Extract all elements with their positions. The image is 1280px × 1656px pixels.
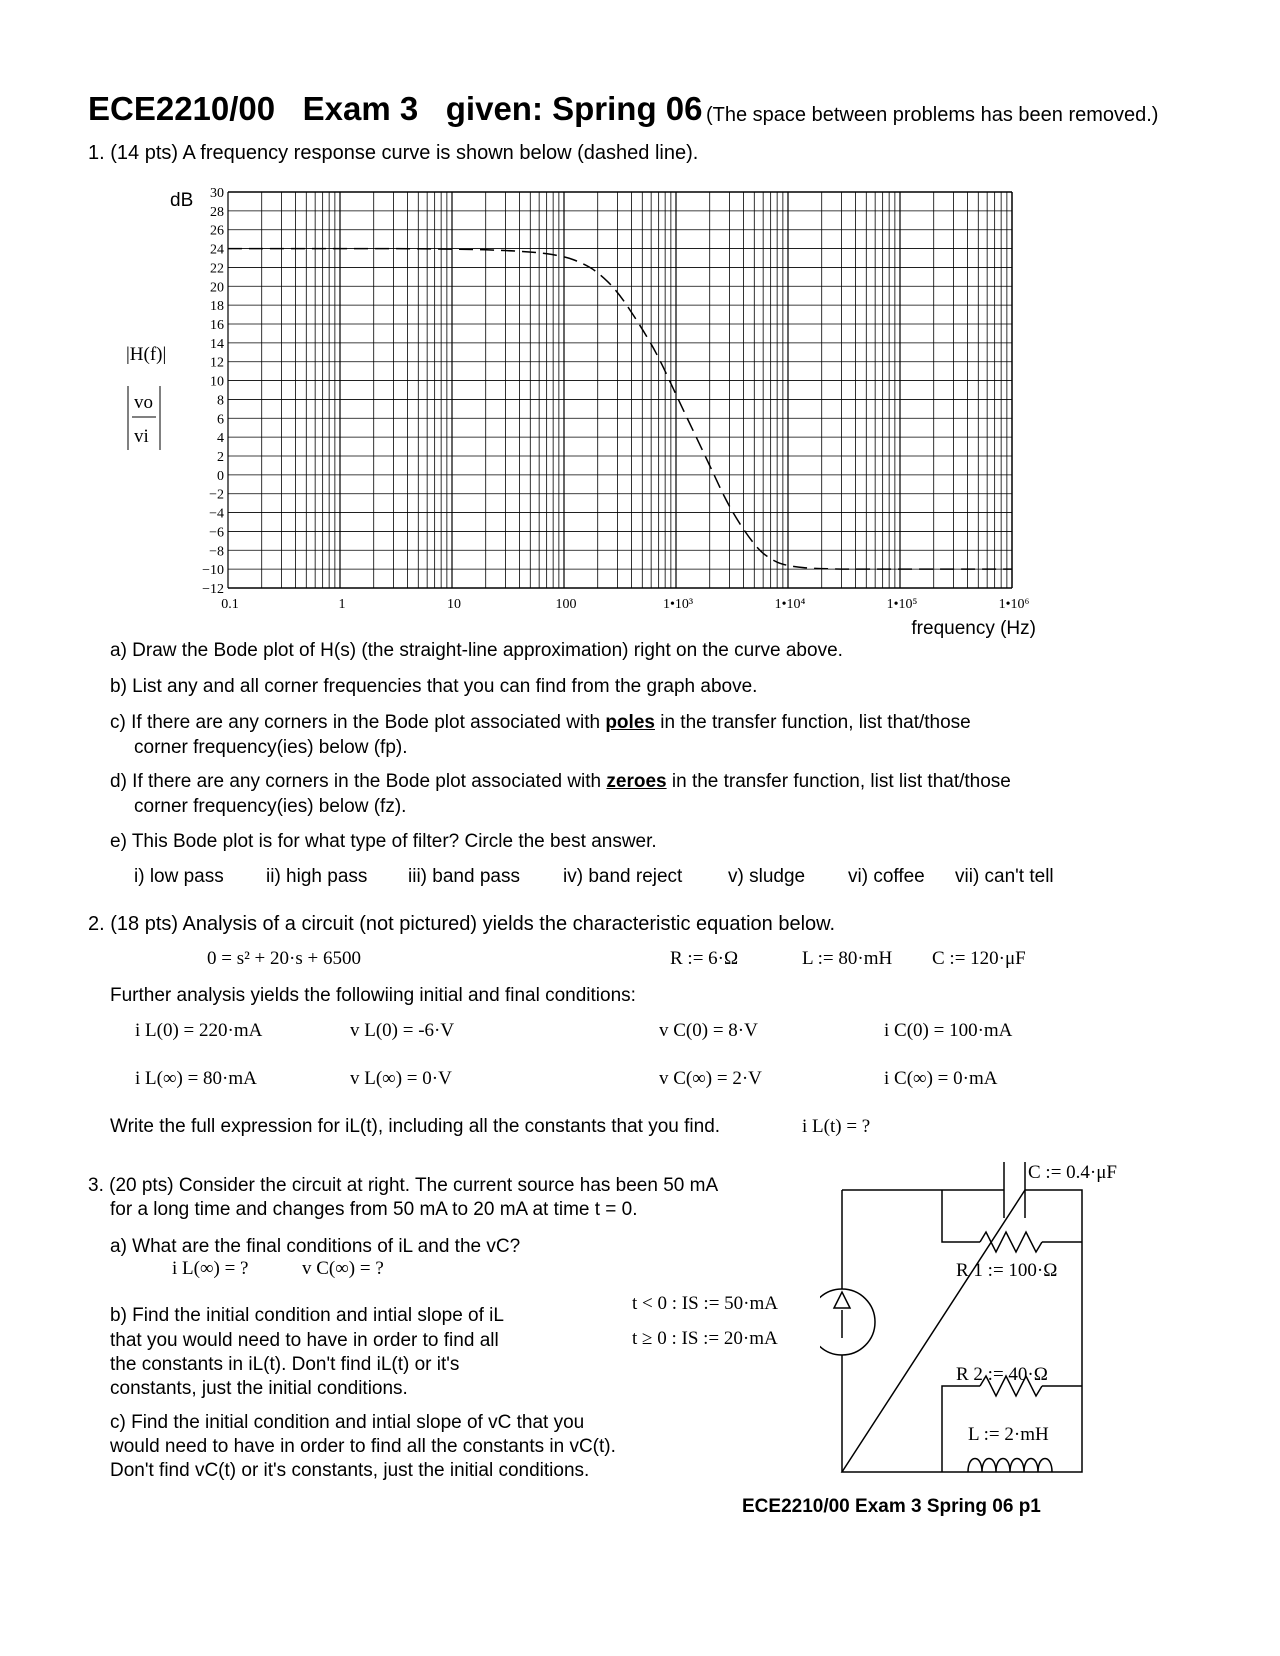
- resistor-r1: [980, 1232, 1042, 1252]
- p1-intro: 1. (14 pts) A frequency response curve is shown below (dashed line).: [88, 142, 699, 164]
- y-tick-label: 28: [210, 204, 224, 220]
- x-tick-label: 1•10³: [662, 597, 694, 612]
- zeroes-keyword: zeroes: [606, 771, 667, 792]
- circuit-diagram: [820, 1150, 1140, 1490]
- page-title: [88, 90, 702, 128]
- choice-coffee[interactable]: vi) coffee: [848, 866, 925, 887]
- p2-vC0: v C(0) = 8·V: [659, 1020, 758, 1041]
- title-exam: Exam 3: [302, 90, 419, 127]
- p3-part-b-2: that you would need to have in order to find all: [110, 1330, 499, 1351]
- p2-characteristic-equation: 0 = s² + 20·s + 6500: [207, 948, 361, 969]
- p2-l-value: L := 80·mH: [802, 948, 893, 969]
- label-r1: R 1 := 100·Ω: [956, 1260, 1058, 1281]
- wire-r1-left: [942, 1190, 980, 1242]
- p2-r-value: R := 6·Ω: [670, 948, 739, 969]
- p1-part-e: e) This Bode plot is for what type of filter? Circle the best answer.: [110, 831, 657, 852]
- y-tick-label: 30: [210, 186, 224, 201]
- y-tick-label: 22: [210, 261, 224, 277]
- y-tick-label: 26: [210, 223, 224, 239]
- p3-a-vC-inf: v C(∞) = ?: [302, 1258, 384, 1279]
- p3-part-b-3: the constants in iL(t). Don't find iL(t) or it's: [110, 1354, 460, 1375]
- y-tick-label: 24: [210, 242, 224, 258]
- x-tick-label: 1•10⁶: [998, 597, 1030, 612]
- choice-low-pass[interactable]: i) low pass: [134, 866, 224, 887]
- label-inductor: L := 2·mH: [968, 1424, 1049, 1445]
- y-tick-label: 12: [210, 355, 224, 371]
- y-tick-label: 2: [217, 450, 224, 465]
- y-tick-label: 8: [217, 393, 224, 409]
- y-tick-label: −4: [209, 506, 224, 522]
- chart-ylabel-h: |H(f)|: [126, 344, 167, 365]
- chart-y-ticks: [202, 186, 224, 597]
- choice-sludge[interactable]: v) sludge: [728, 866, 806, 887]
- chart-ylabel-ratio-den: vi: [134, 426, 149, 447]
- label-capacitor: C := 0.4·μF: [1028, 1162, 1117, 1183]
- p3-part-a: a) What are the final conditions of iL and the vC?: [110, 1236, 521, 1257]
- p2-vLinf: v L(∞) = 0·V: [350, 1068, 452, 1089]
- y-tick-label: −2: [209, 487, 224, 503]
- p3-part-b-4: constants, just the initial conditions.: [110, 1378, 408, 1399]
- p3-intro-1: 3. (20 pts) Consider the circuit at right. The current source has been 50 mA: [88, 1175, 719, 1196]
- chart-grid: [228, 192, 1012, 588]
- p3-intro-2: for a long time and changes from 50 mA to 20 mA at time t = 0.: [110, 1199, 638, 1220]
- inductor-coil: [968, 1459, 1052, 1473]
- p2-vCinf: v C(∞) = 2·V: [659, 1068, 762, 1089]
- p1-part-c-line2: corner frequency(ies) below (fp).: [134, 737, 408, 758]
- current-source: [820, 1289, 875, 1355]
- frequency-response-chart: [0, 170, 1280, 660]
- p3-source-before: t < 0 : IS := 50·mA: [632, 1293, 778, 1314]
- y-tick-label: 18: [210, 299, 224, 315]
- p2-iL0: i L(0) = 220·mA: [135, 1020, 263, 1041]
- p1-part-d: d) If there are any corners in the Bode plot associated with zeroes in the transfer function, list list that/those: [110, 771, 1011, 792]
- p3-part-c-1: c) Find the initial condition and intial slope of vC that you: [110, 1412, 585, 1433]
- y-tick-label: 16: [210, 318, 224, 333]
- label-r2: R 2 := 40·Ω: [956, 1364, 1048, 1385]
- x-tick-label: 0.1: [221, 597, 239, 612]
- y-tick-label: 14: [210, 336, 224, 352]
- chart-xlabel: frequency (Hz): [911, 618, 1036, 639]
- p2-iCinf: i C(∞) = 0·mA: [884, 1068, 998, 1089]
- p2-iLt: i L(t) = ?: [802, 1116, 871, 1137]
- y-tick-label: 10: [210, 374, 224, 390]
- poles-keyword: poles: [605, 712, 655, 733]
- choice-cant-tell[interactable]: vii) can't tell: [955, 866, 1054, 887]
- choice-band-pass[interactable]: iii) band pass: [408, 866, 520, 887]
- p2-iLinf: i L(∞) = 80·mA: [135, 1068, 257, 1089]
- y-tick-label: 4: [217, 431, 224, 447]
- choice-band-reject[interactable]: iv) band reject: [563, 866, 683, 887]
- choice-high-pass[interactable]: ii) high pass: [266, 866, 368, 887]
- chart-series-dashed-line: [228, 249, 1012, 570]
- p1-part-d-line2: corner frequency(ies) below (fz).: [134, 796, 407, 817]
- x-tick-label: 100: [555, 597, 577, 612]
- p2-intro: 2. (18 pts) Analysis of a circuit (not pictured) yields the characteristic equation below.: [88, 913, 836, 935]
- y-tick-label: −8: [209, 544, 224, 560]
- chart-x-ticks: [221, 597, 1029, 612]
- p2-c-value: C := 120·μF: [932, 948, 1026, 969]
- page-footer: ECE2210/00 Exam 3 Spring 06 p1: [742, 1496, 1041, 1517]
- x-tick-label: 10: [447, 597, 461, 612]
- p2-vL0: v L(0) = -6·V: [350, 1020, 455, 1041]
- p1-part-a: a) Draw the Bode plot of H(s) (the straight-line approximation) right on the curve above.: [110, 640, 843, 661]
- x-tick-label: 1•10⁴: [774, 597, 806, 612]
- y-tick-label: −6: [209, 525, 224, 541]
- p3-source-after: t ≥ 0 : IS := 20·mA: [632, 1328, 778, 1349]
- p2-further: Further analysis yields the followiing initial and final conditions:: [110, 985, 636, 1006]
- y-tick-label: −12: [202, 582, 224, 597]
- p1-part-b: b) List any and all corner frequencies that you can find from the graph above.: [110, 676, 758, 697]
- y-tick-label: 20: [210, 280, 224, 296]
- y-tick-label: 0: [217, 468, 224, 484]
- header-note: (The space between problems has been removed.): [706, 104, 1159, 126]
- p3-part-b-1: b) Find the initial condition and intial slope of iL: [110, 1305, 504, 1326]
- x-tick-label: 1•10⁵: [886, 597, 918, 612]
- chart-ylabel-db: dB: [170, 190, 194, 211]
- p2-write: Write the full expression for iL(t), including all the constants that you find.: [110, 1116, 721, 1137]
- y-tick-label: 6: [217, 412, 224, 428]
- chart-ylabel-ratio-num: vo: [134, 392, 153, 413]
- x-tick-label: 1: [338, 597, 346, 612]
- title-given: given: Spring 06: [445, 90, 703, 127]
- p3-part-c-3: Don't find vC(t) or it's constants, just the initial conditions.: [110, 1460, 590, 1481]
- title-course: ECE2210/00: [88, 90, 276, 127]
- p3-part-c-2: would need to have in order to find all the constants in vC(t).: [110, 1436, 616, 1457]
- p1-part-c: c) If there are any corners in the Bode plot associated with poles in the transfer function, list that/those: [110, 712, 971, 733]
- p2-iC0: i C(0) = 100·mA: [884, 1020, 1013, 1041]
- y-tick-label: −10: [202, 563, 224, 579]
- p3-a-iL-inf: i L(∞) = ?: [172, 1258, 249, 1279]
- chart-ylabel-ratio: [128, 386, 160, 450]
